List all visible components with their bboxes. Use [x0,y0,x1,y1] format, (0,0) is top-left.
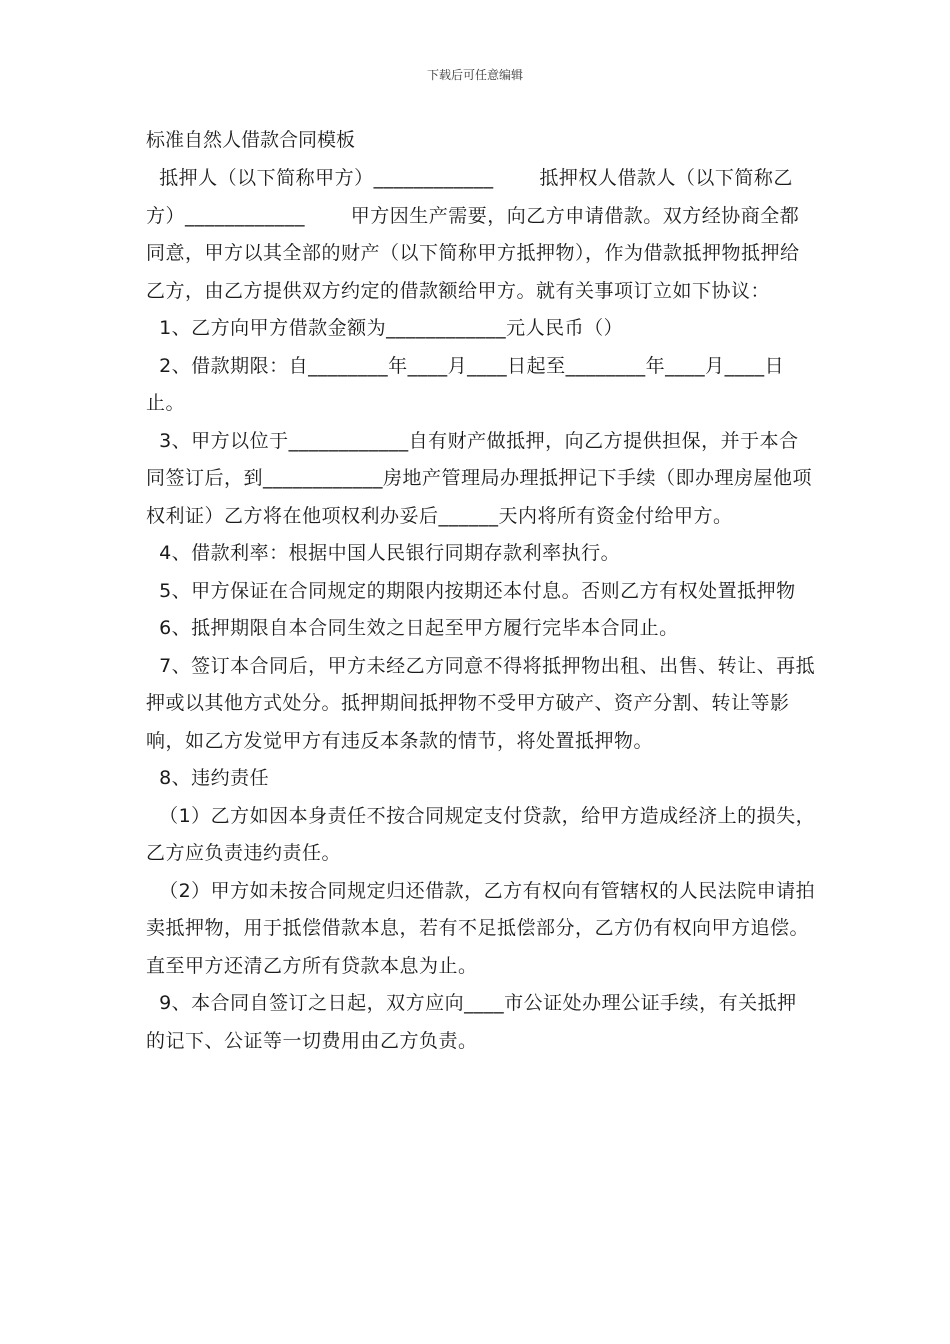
clause-9: 9、本合同自签订之日起，双方应向____市公证处办理公证手续，有关抵押的记下、公证等一切费用由乙方负责。 [146,992,797,1052]
document-title: 标准自然人借款合同模板 [146,129,356,151]
clause-1: 1、乙方向甲方借款金额为____________元人民币（） [146,317,624,339]
clause-8: 8、违约责任 [146,767,270,789]
clause-7: 7、签订本合同后，甲方未经乙方同意不得将抵押物出租、出售、转让、再抵押或以其他方式处分。抵押期间抵押物不受甲方破产、资产分割、转让等影响，如乙方发觉甲方有违反本条款的情节，将处置抵押物。 [146,654,816,752]
clause-4: 4、借款利率：根据中国人民银行同期存款利率执行。 [146,542,621,564]
page-header-note: 下载后可任意编辑 [426,68,523,82]
clause-8-2: （2）甲方如未按合同规定归还借款，乙方有权向有管辖权的人民法院申请拍卖抵押物，用于抵偿借款本息，若有不足抵偿部分，乙方仍有权向甲方追偿。直至甲方还清乙方所有贷款本息为止。 [146,879,816,977]
paragraph-intro: 抵押人（以下简称甲方）____________ 抵押权人借款人（以下简称乙方）____________ 甲方因生产需要，向乙方申请借款。双方经协商全都同意，甲方以其全部的财产（以下简称甲方抵押物），作为借款抵押物抵押给乙方，由乙方提供双方约定的借款额给甲方。就有关事项订立如下协议： [146,167,800,302]
clause-5: 5、甲方保证在合同规定的期限内按期还本付息。否则乙方有权处置抵押物 [146,579,796,602]
clause-2: 2、借款期限：自________年____月____日起至________年____月____日止。 [146,354,785,414]
clause-3: 3、甲方以位于____________自有财产做抵押，向乙方提供担保，并于本合同签订后，到____________房地产管理局办理抵押记下手续（即办理房屋他项权利证）乙方将在他项权利办妥后______天内将所有资金付给甲方。 [146,429,813,527]
clause-8-1: （1）乙方如因本身责任不按合同规定支付贷款，给甲方造成经济上的损失，乙方应负责违约责任。 [146,804,816,864]
contract-document [146,126,816,1060]
clause-6: 6、抵押期限自本合同生效之日起至甲方履行完毕本合同止。 [146,617,679,639]
